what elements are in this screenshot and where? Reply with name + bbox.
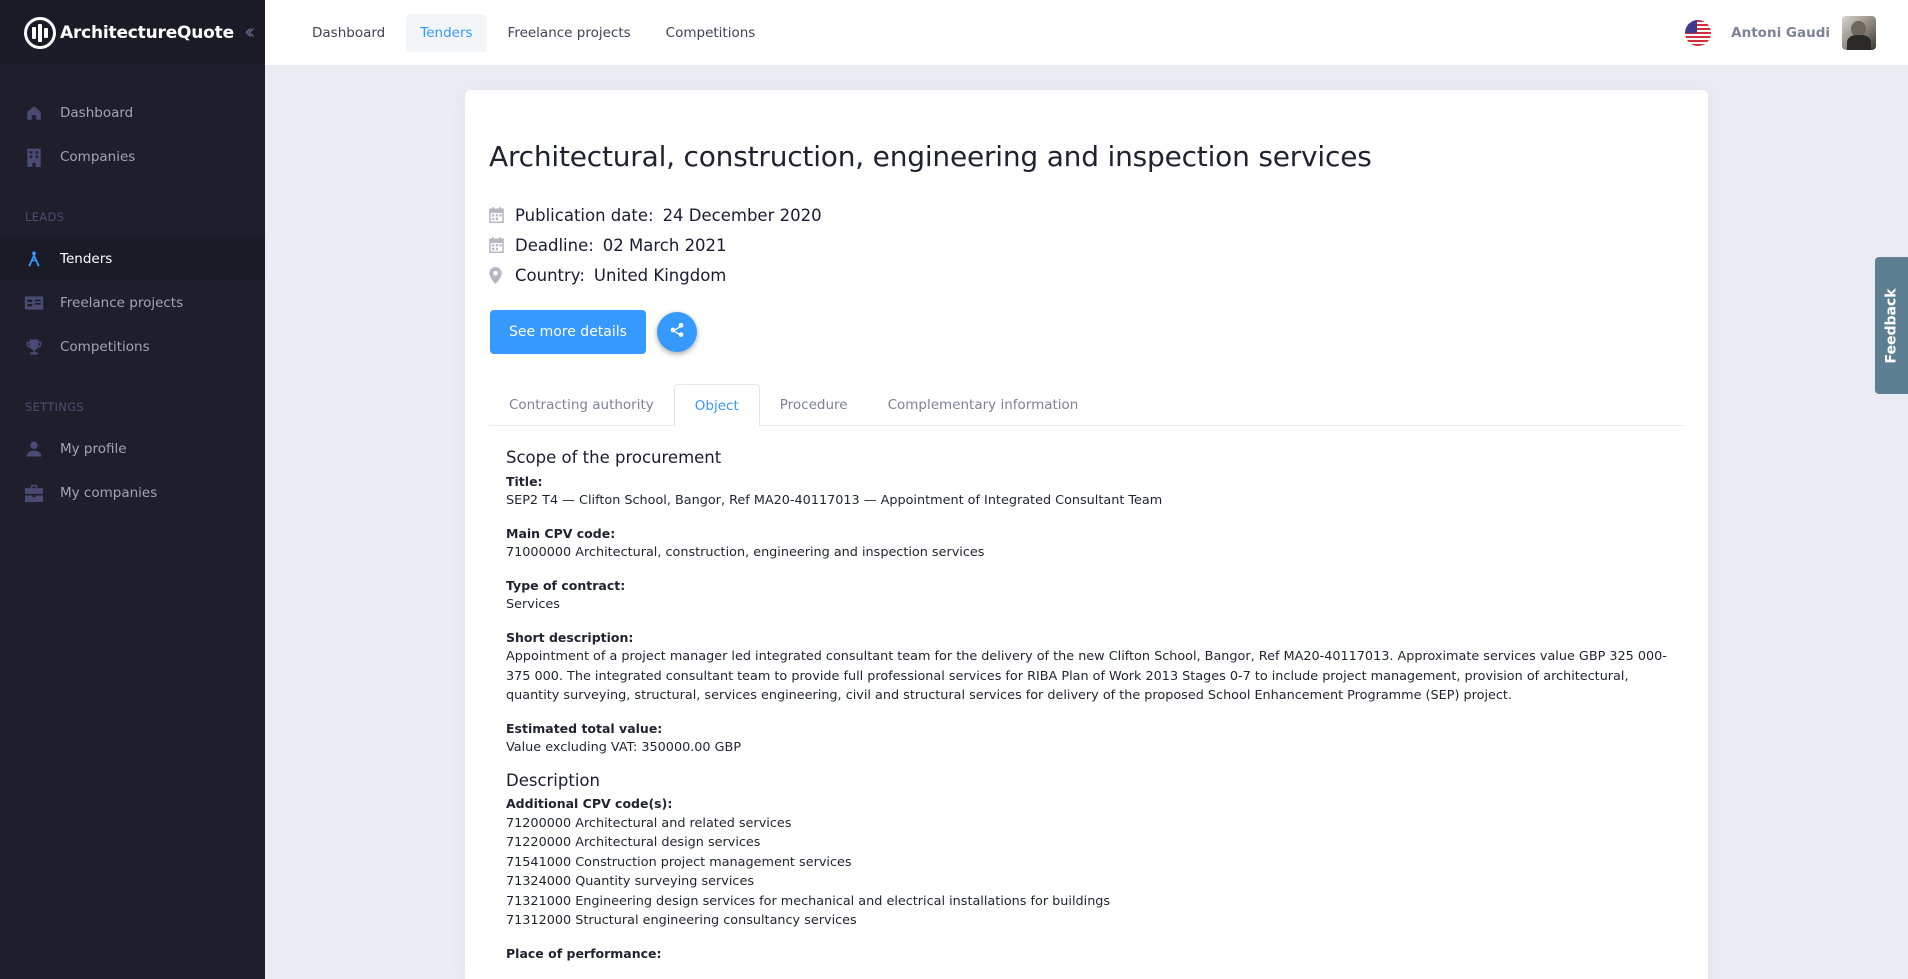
section-label-settings: SETTINGS bbox=[25, 400, 85, 414]
top-tabs bbox=[298, 14, 776, 52]
tab-complementary-information[interactable]: Complementary information bbox=[887, 397, 1079, 413]
publication-date-value: 24 December 2020 bbox=[662, 205, 822, 225]
cpv-code: 71324000 Quantity surveying services bbox=[506, 874, 754, 889]
tab-object[interactable]: Object bbox=[674, 384, 760, 427]
calendar-icon bbox=[489, 237, 507, 253]
sidebar-item-companies[interactable] bbox=[0, 135, 265, 179]
id-card-icon bbox=[24, 293, 44, 313]
deadline-row bbox=[489, 230, 822, 260]
place-of-performance-field bbox=[506, 944, 1681, 964]
tender-meta bbox=[489, 200, 822, 290]
sidebar-item-label: Tenders bbox=[60, 251, 113, 267]
cpv-code: 71321000 Engineering design services for mechanical and electrical installations for buildings bbox=[506, 893, 1111, 909]
top-tab-freelance-projects[interactable]: Freelance projects bbox=[507, 24, 631, 41]
sidebar-nav bbox=[0, 65, 265, 515]
field-label: Short description: bbox=[506, 629, 634, 645]
feedback-label: Feedback bbox=[1883, 287, 1900, 364]
tender-card bbox=[465, 90, 1708, 979]
estimated-value-field bbox=[506, 719, 1681, 758]
field-value: SEP2 T4 — Clifton School, Bangor, Ref MA20-40117013 — Appointment of Integrated Consultant Team bbox=[506, 493, 1163, 508]
sidebar-item-label: Dashboard bbox=[60, 105, 134, 121]
field-value: Value excluding VAT: 350000.00 GBP bbox=[506, 740, 742, 755]
brand-name: ArchitectureQuote bbox=[60, 22, 234, 43]
compass-icon bbox=[24, 249, 44, 269]
cpv-code: 71200000 Architectural and related services bbox=[506, 815, 792, 831]
scope-heading: Scope of the procurement bbox=[506, 448, 722, 467]
section-label-leads: LEADS bbox=[25, 210, 65, 224]
sidebar-item-freelance-projects[interactable] bbox=[0, 281, 265, 325]
sidebar bbox=[0, 0, 265, 979]
header-right bbox=[1685, 16, 1876, 50]
field-label: Type of contract: bbox=[506, 577, 626, 593]
feedback-tab[interactable] bbox=[1875, 257, 1908, 394]
sidebar-item-label: Companies bbox=[60, 149, 136, 165]
field-label: Additional CPV code(s): bbox=[506, 796, 673, 811]
brand-logo-icon bbox=[24, 17, 56, 49]
country-value: United Kingdom bbox=[593, 265, 727, 285]
see-more-details-button[interactable]: See more details bbox=[490, 310, 646, 354]
cpv-code: 71220000 Architectural design services bbox=[506, 835, 761, 850]
tab-procedure[interactable]: Procedure bbox=[779, 397, 848, 413]
publication-date-row bbox=[489, 200, 822, 230]
sidebar-item-label: My profile bbox=[60, 441, 127, 457]
trophy-icon bbox=[24, 337, 44, 357]
top-header bbox=[265, 0, 1908, 65]
publication-date-label: Publication date: bbox=[515, 205, 654, 225]
sidebar-item-my-companies[interactable] bbox=[0, 471, 265, 515]
field-label: Place of performance: bbox=[506, 945, 662, 961]
short-description-field bbox=[506, 628, 1681, 706]
field-label: Estimated total value: bbox=[506, 720, 663, 736]
country-row bbox=[489, 260, 822, 290]
brand bbox=[0, 0, 265, 65]
deadline-value: 02 March 2021 bbox=[602, 235, 727, 255]
field-value: Services bbox=[506, 597, 560, 612]
field-value: Appointment of a project manager led integrated consultant team for the delivery of the new Clifton School, Bangor, Ref MA20-40117013. Approximate services value GBP 325 000-375 000. The integrated consultant team to provide full professional services for RIBA Plan of Work 2013 Stages 0-7 to include project management, provision of architectural, quantity surveying, structural, services engineering, civil and structural services for delivery of the proposed School Enhancement Programme (SEP) project. bbox=[506, 649, 1667, 703]
country-label: Country: bbox=[515, 265, 585, 285]
sidebar-item-label: Competitions bbox=[60, 339, 150, 355]
detail-tabs bbox=[489, 384, 1684, 426]
title-field bbox=[506, 472, 1681, 511]
main-cpv-field bbox=[506, 524, 1681, 563]
briefcase-icon bbox=[24, 483, 44, 503]
deadline-label: Deadline: bbox=[515, 235, 594, 255]
field-label: Title: bbox=[506, 473, 543, 489]
sidebar-item-label: Freelance projects bbox=[60, 295, 184, 311]
tab-contracting-authority[interactable]: Contracting authority bbox=[509, 397, 654, 413]
field-label: Main CPV code: bbox=[506, 525, 616, 541]
share-button[interactable] bbox=[657, 312, 697, 352]
tab-content bbox=[506, 440, 1681, 976]
additional-cpv-field bbox=[506, 794, 1681, 931]
type-of-contract-field bbox=[506, 576, 1681, 615]
top-tab-dashboard[interactable]: Dashboard bbox=[312, 24, 386, 41]
share-icon bbox=[669, 322, 685, 342]
top-tab-competitions[interactable]: Competitions bbox=[665, 24, 756, 41]
page-title: Architectural, construction, engineering and inspection services bbox=[489, 140, 1372, 173]
sidebar-item-tenders[interactable] bbox=[0, 237, 265, 281]
sidebar-item-label: My companies bbox=[60, 485, 158, 501]
cpv-code: 71312000 Structural engineering consultancy services bbox=[506, 913, 857, 928]
calendar-icon bbox=[489, 207, 507, 223]
user-name[interactable]: Antoni Gaudi bbox=[1731, 24, 1830, 41]
us-flag-icon[interactable] bbox=[1685, 20, 1711, 46]
collapse-sidebar-icon[interactable]: ‹‹ bbox=[243, 20, 250, 45]
user-icon bbox=[24, 439, 44, 459]
home-icon bbox=[24, 103, 44, 123]
description-heading: Description bbox=[506, 770, 600, 790]
cpv-code: 71541000 Construction project management services bbox=[506, 854, 852, 870]
field-value: 71000000 Architectural, construction, engineering and inspection services bbox=[506, 545, 985, 560]
sidebar-item-dashboard[interactable] bbox=[0, 91, 265, 135]
sidebar-item-my-profile[interactable] bbox=[0, 427, 265, 471]
building-icon bbox=[24, 147, 44, 167]
top-tab-tenders[interactable]: Tenders bbox=[406, 14, 486, 52]
avatar[interactable] bbox=[1842, 16, 1876, 50]
map-pin-icon bbox=[489, 267, 507, 284]
sidebar-item-competitions[interactable] bbox=[0, 325, 265, 369]
